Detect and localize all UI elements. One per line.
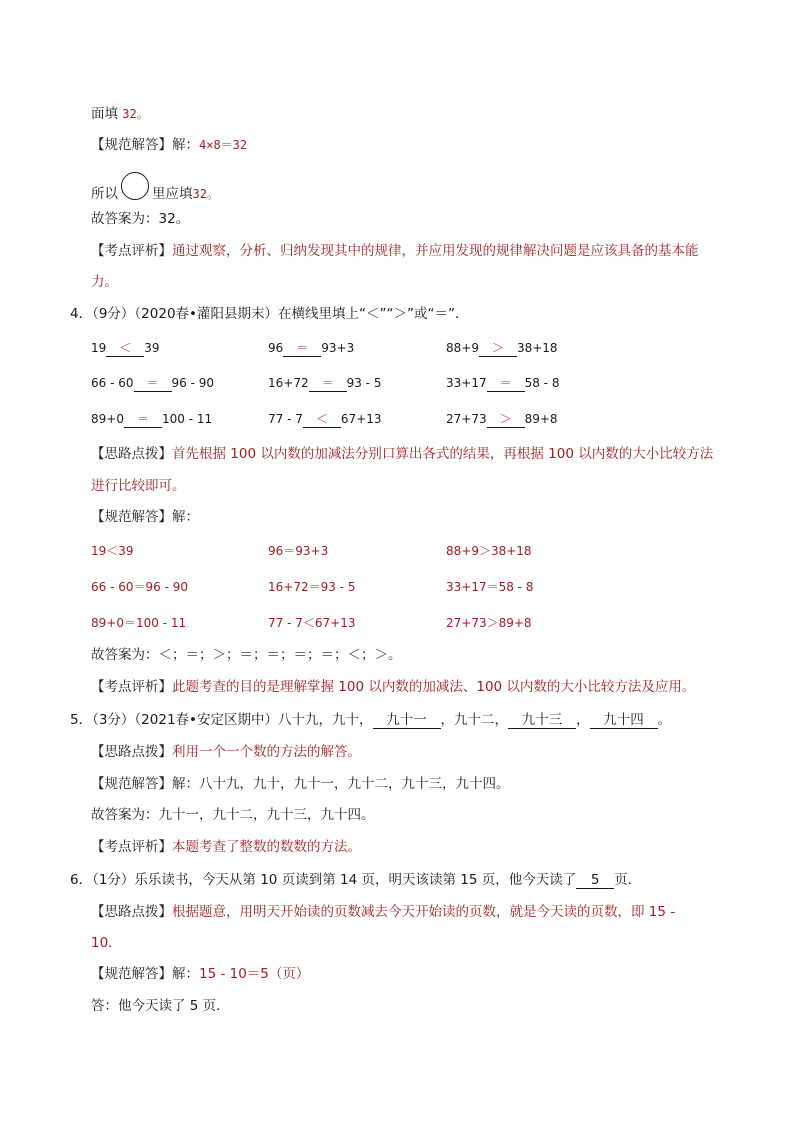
fill-blank[interactable]: ＝ [487, 375, 525, 392]
solution-text: 解：八十九，九十，九十一，九十二，九十三，九十四。 [172, 776, 510, 792]
hint-tag: 【思路点拨】 [91, 744, 172, 760]
fill-blank[interactable]: ＝ [134, 375, 172, 392]
fill-blank[interactable]: ＝ [124, 411, 162, 428]
q4-item: 89+0 ＝ 100 - 11 [91, 412, 213, 426]
hint-text: 利用一个一个数的方法的解答。 [172, 744, 361, 760]
q5-review-line [91, 838, 361, 856]
q3-answer-line: 故答案为：32。 [91, 211, 190, 227]
q3-review-line-2: 力。 [91, 274, 118, 290]
solution-tag: 【规范解答】 [91, 776, 172, 792]
so-prefix: 所以 [91, 186, 118, 202]
q6-answer-line: 答：他今天读了 5 页． [91, 998, 230, 1014]
q5-stem-text: 5．（3分）（2021春•安定区期中）八十九，九十， [70, 712, 373, 728]
fill-blank[interactable]: ＜ [303, 411, 341, 428]
solution-tag: 【规范解答】 [91, 966, 172, 982]
q4-item: 77 - 7 ＜ 67+13 [268, 412, 382, 426]
q4-answer-line: 故答案为：＜；＝；＞；＝；＝；＝；＝；＜；＞。 [91, 647, 402, 663]
solution-prefix: 解： [172, 509, 199, 525]
review-tag: 【考点评析】 [91, 243, 172, 259]
q4-item: 88+9 ＞ 38+18 [446, 341, 558, 355]
q6-stem-text: 6．（1分）乐乐读书，今天从第 10 页读到第 14 页，明天该读第 15 页，他今天读了 [70, 872, 577, 888]
solution-prefix: 解： [172, 137, 199, 153]
fill-blank[interactable]: ＜ [106, 340, 144, 357]
q3-review-line [91, 242, 699, 260]
q4-sol-cell: 27+73＞89+8 [446, 616, 532, 630]
q4-item: 33+17 ＝ 58 - 8 [446, 376, 560, 390]
fill-blank[interactable]: ＞ [479, 340, 517, 357]
review-text: 此题考查的目的是理解掌握 100 以内数的加减法、100 以内数的大小比较方法及应用。 [172, 679, 696, 695]
solution-expression: 15 - 10＝5（页） [199, 966, 310, 982]
hint-tag: 【思路点拨】 [91, 446, 172, 462]
fill-blank[interactable]: ＞ [487, 411, 525, 428]
q3-solution-line [91, 136, 247, 154]
fill-blank[interactable]: 九十三 [508, 712, 576, 729]
circle-blank-icon [121, 172, 149, 200]
hint-tag: 【思路点拨】 [91, 904, 172, 920]
q3-continuation-line [91, 105, 149, 123]
q4-review-line [91, 678, 695, 696]
hint-text: 根据题意，用明天开始读的页数减去今天开始读的页数，就是今天读的页数，即 15 - [172, 904, 676, 920]
q6-hint-line [91, 903, 675, 921]
q4-sol-cell: 66 - 60＝96 - 90 [91, 580, 188, 594]
fill-blank[interactable]: 九十一 [373, 712, 441, 729]
q4-sol-cell: 96＝93+3 [268, 544, 329, 558]
q4-item: 19 ＜ 39 [91, 341, 160, 355]
q5-answer-line: 故答案为：九十一，九十二，九十三，九十四。 [91, 807, 375, 823]
q4-sol-cell: 19＜39 [91, 544, 134, 558]
so-suffix: 里应填 [152, 186, 193, 202]
review-tag: 【考点评析】 [91, 679, 172, 695]
hint-text: 首先根据 100 以内数的加减法分别口算出各式的结果，再根据 100 以内数的大小比较方法 [172, 446, 714, 462]
q3-so-line [91, 180, 219, 208]
fill-blank[interactable]: ＝ [283, 340, 321, 357]
fill-blank[interactable]: ＝ [309, 375, 347, 392]
fill-blank[interactable]: 5 [576, 872, 614, 889]
q4-sol-cell: 16+72＝93 - 5 [268, 580, 356, 594]
q4-hint-line-2: 进行比较即可。 [91, 478, 186, 494]
solution-tag: 【规范解答】 [91, 509, 172, 525]
solution-tag: 【规范解答】 [91, 137, 172, 153]
q4-sol-cell: 77 - 7＜67+13 [268, 616, 356, 630]
q4-stem: 4．（9分）（2020春•灌阳县期末）在横线里填上“＜”“＞”或“＝”． [70, 306, 469, 322]
review-text: 本题考查了整数的数数的方法。 [172, 839, 361, 855]
q6-stem: 6．（1分）乐乐读书，今天从第 10 页读到第 14 页，明天该读第 15 页，他今天读了 5 页． [70, 872, 642, 888]
q4-sol-cell: 88+9＞38+18 [446, 544, 532, 558]
q4-item: 66 - 60 ＝ 96 - 90 [91, 376, 214, 390]
q3-value: 32。 [122, 107, 149, 121]
q5-solution-line [91, 775, 510, 793]
q4-item: 96 ＝ 93+3 [268, 341, 355, 355]
solution-prefix: 解： [172, 966, 199, 982]
q4-item: 27+73 ＞ 89+8 [446, 412, 558, 426]
review-tag: 【考点评析】 [91, 839, 172, 855]
solution-expression: 4×8＝32 [199, 138, 248, 152]
fill-blank[interactable]: 九十四 [590, 712, 658, 729]
q4-item: 16+72 ＝ 93 - 5 [268, 376, 382, 390]
q5-stem: 5．（3分）（2021春•安定区期中）八十九，九十， 九十一 ，九十二， 九十三 ， 九十四 。 [70, 712, 671, 728]
so-value: 32。 [192, 187, 219, 201]
q6-hint-line-2: 10． [91, 935, 122, 951]
q3-text: 面填 [91, 106, 118, 122]
q4-sol-cell: 33+17＝58 - 8 [446, 580, 534, 594]
review-text: 通过观察，分析、归纳发现其中的规律，并应用发现的规律解决问题是应该具备的基本能 [172, 243, 699, 259]
q4-solution-line [91, 508, 199, 526]
q6-solution-line [91, 965, 309, 983]
q4-sol-cell: 89+0＝100 - 11 [91, 616, 187, 630]
q5-hint-line [91, 743, 361, 761]
q4-hint-line [91, 445, 713, 463]
